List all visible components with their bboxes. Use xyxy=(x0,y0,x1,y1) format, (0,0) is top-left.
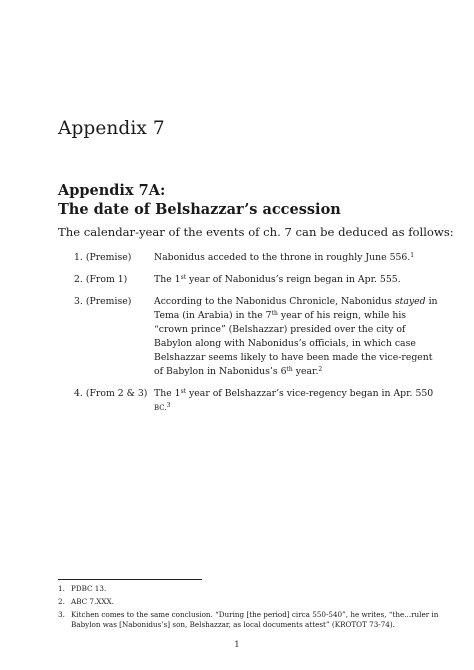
step-text xyxy=(154,387,439,415)
footnote-divider xyxy=(58,579,202,580)
step-text-run: Tema (in Arabia) in the 7 xyxy=(154,310,272,321)
era-abbreviation: BC. xyxy=(154,404,167,412)
step-text-line: Babylon along with Nabonidus’s officials, in which case xyxy=(154,338,416,349)
section-title-line-2: The date of Belshazzar’s accession xyxy=(58,201,341,218)
section-title xyxy=(58,181,341,219)
footnote-ref[interactable]: 2 xyxy=(318,366,323,373)
step-1 xyxy=(74,251,414,265)
ordinal-suffix: st xyxy=(180,274,187,281)
step-text-run: year of Belshazzar’s vice-regency began in Apr. 550 xyxy=(186,388,434,399)
step-text-run: The 1 xyxy=(154,388,181,399)
step-text-run: According to the Nabonidus Chronicle, Nabonidus xyxy=(154,296,395,307)
footnote-number: 3. xyxy=(58,610,65,619)
footnote-ref[interactable]: 3 xyxy=(166,402,171,409)
step-text-run: year. xyxy=(292,366,319,377)
footnote-1 xyxy=(58,584,418,594)
step-label: 1. (Premise) xyxy=(74,252,132,263)
step-text xyxy=(154,251,420,265)
step-text-run: The 1 xyxy=(154,274,181,285)
step-text-line: “crown prince” (Belshazzar) presided over the city of xyxy=(154,324,406,335)
step-2 xyxy=(74,273,414,287)
ordinal-suffix: st xyxy=(180,388,187,395)
footnote-text xyxy=(71,610,438,630)
step-text-run: Nabonidus acceded to the throne in roughly June 556. xyxy=(154,252,411,263)
footnote-text-line: Babylon was [Nabonidus’s] son, Belshazzar, as local documents attest” (KROTOT 73-74). xyxy=(71,620,395,629)
step-label: 4. (From 2 & 3) xyxy=(74,388,148,399)
footnotes xyxy=(58,584,439,633)
chapter-title: Appendix 7 xyxy=(58,118,165,139)
step-text-line: Belshazzar seems likely to have been made the vice-regent xyxy=(154,352,433,363)
step-text xyxy=(154,295,444,379)
step-3 xyxy=(74,295,438,379)
deduction-steps xyxy=(74,251,438,423)
step-text xyxy=(154,273,414,287)
section-title-line-1: Appendix 7A: xyxy=(58,182,166,199)
step-label: 2. (From 1) xyxy=(74,274,128,285)
footnote-text: PDBC 13. xyxy=(71,584,107,593)
step-text-run: year of Nabonidus’s reign began in Apr. 555. xyxy=(186,274,401,285)
emphasis: stayed xyxy=(394,296,426,307)
step-text-run: year of his reign, while his xyxy=(277,310,407,321)
step-text-run: in xyxy=(425,296,438,307)
footnote-number: 2. xyxy=(58,597,65,606)
footnote-text: ABC 7.XXX. xyxy=(71,597,114,606)
footnote-number: 1. xyxy=(58,584,65,593)
step-text-run: of Babylon in Nabonidus’s 6 xyxy=(154,366,287,377)
page-number: 1 xyxy=(234,640,240,650)
footnote-3 xyxy=(58,610,439,630)
step-label: 3. (Premise) xyxy=(74,296,132,307)
ordinal-suffix: th xyxy=(271,310,278,317)
footnote-ref[interactable]: 1 xyxy=(410,252,415,259)
footnote-2 xyxy=(58,597,418,607)
footnote-text-line: Kitchen comes to the same conclusion. “During [the period] circa 550-540”, he writes, “the...ruler in xyxy=(71,610,439,619)
ordinal-suffix: th xyxy=(286,366,293,373)
intro-paragraph: The calendar-year of the events of ch. 7 can be deduced as follows: xyxy=(58,225,454,239)
step-4 xyxy=(74,387,434,415)
